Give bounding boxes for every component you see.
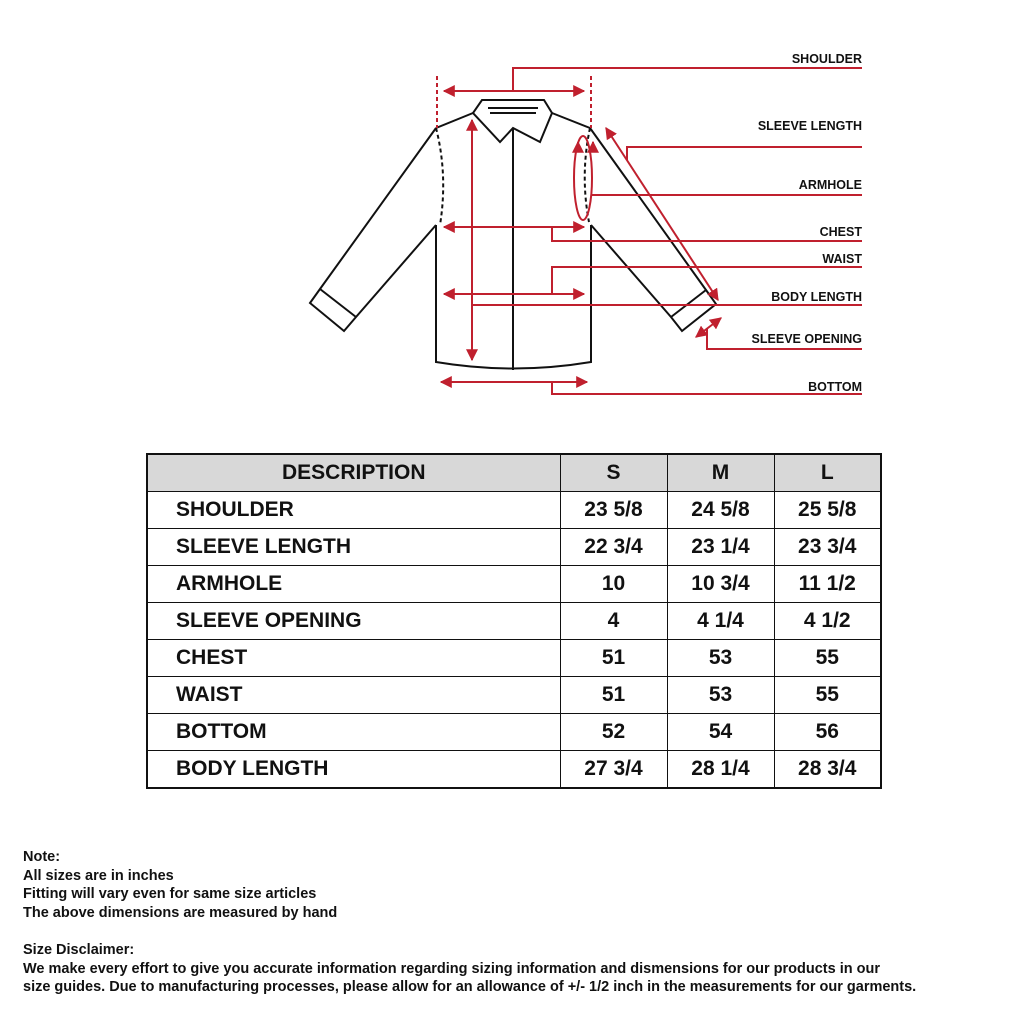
left-armhole-seam (436, 128, 443, 225)
value-s: 22 3/4 (560, 529, 667, 566)
sleeve-opening-arrow (696, 318, 721, 337)
value-m: 28 1/4 (667, 751, 774, 789)
table-row (147, 566, 881, 603)
disclaimer-line: We make every effort to give you accurate information regarding sizing information and dismensions for our products in our (23, 960, 880, 977)
value-m: 54 (667, 714, 774, 751)
value-l: 55 (774, 640, 881, 677)
note-line: The above dimensions are measured by hand (23, 905, 338, 922)
label-bottom: BOTTOM (808, 380, 862, 394)
shirt-left-shoulder (436, 113, 473, 128)
table-header-row (147, 454, 881, 492)
shirt-measurement-diagram (0, 0, 1024, 420)
notes-title: Note: (23, 849, 61, 865)
right-sleeve (590, 128, 716, 331)
left-cuff-line (320, 289, 356, 317)
value-l: 55 (774, 677, 881, 714)
shoulder-leader (513, 68, 862, 91)
value-m: 53 (667, 640, 774, 677)
table-row (147, 751, 881, 789)
row-description: BODY LENGTH (147, 751, 560, 789)
value-m: 53 (667, 677, 774, 714)
note-line: Fitting will vary even for same size articles (23, 886, 317, 903)
value-m: 24 5/8 (667, 492, 774, 529)
disclaimer-section (23, 941, 916, 997)
value-s: 4 (560, 603, 667, 640)
shirt-right-shoulder (552, 113, 590, 128)
value-s: 51 (560, 640, 667, 677)
disclaimer-line: size guides. Due to manufacturing processes, please allow for an allowance of +/- 1/2 inch in the measurements for our garments. (23, 979, 917, 996)
shirt-outline (310, 100, 716, 370)
row-description: BOTTOM (147, 714, 560, 751)
value-l: 56 (774, 714, 881, 751)
label-armhole: ARMHOLE (798, 178, 862, 192)
label-sleeve-length: SLEEVE LENGTH (757, 119, 862, 133)
left-sleeve (310, 128, 436, 331)
row-description: CHEST (147, 640, 560, 677)
header-size-s: S (560, 454, 667, 492)
value-l: 23 3/4 (774, 529, 881, 566)
sleeve-length-arrow (606, 128, 718, 300)
label-shoulder: SHOULDER (791, 52, 862, 66)
header-size-l: L (774, 454, 881, 492)
table-row (147, 529, 881, 566)
table-row (147, 714, 881, 751)
label-sleeve-opening: SLEEVE OPENING (751, 332, 862, 346)
value-l: 4 1/2 (774, 603, 881, 640)
shirt-illustration (0, 0, 1024, 420)
row-description: ARMHOLE (147, 566, 560, 603)
value-l: 11 1/2 (774, 566, 881, 603)
notes-section (23, 848, 337, 923)
row-description: SLEEVE LENGTH (147, 529, 560, 566)
disclaimer-title: Size Disclaimer: (23, 942, 135, 958)
table-row (147, 677, 881, 714)
label-chest: CHEST (819, 225, 862, 239)
value-s: 27 3/4 (560, 751, 667, 789)
value-s: 10 (560, 566, 667, 603)
header-size-m: M (667, 454, 774, 492)
value-l: 28 3/4 (774, 751, 881, 789)
table-row (147, 603, 881, 640)
label-body-length: BODY LENGTH (771, 290, 862, 304)
value-l: 25 5/8 (774, 492, 881, 529)
value-s: 52 (560, 714, 667, 751)
value-m: 10 3/4 (667, 566, 774, 603)
value-m: 23 1/4 (667, 529, 774, 566)
armhole-loop (574, 136, 592, 220)
collar-band (488, 108, 538, 113)
row-description: WAIST (147, 677, 560, 714)
size-chart-table (146, 453, 882, 789)
value-s: 51 (560, 677, 667, 714)
value-s: 23 5/8 (560, 492, 667, 529)
right-cuff-line (671, 290, 706, 317)
table-row (147, 492, 881, 529)
note-line: All sizes are in inches (23, 867, 174, 884)
header-description: DESCRIPTION (147, 454, 560, 492)
row-description: SLEEVE OPENING (147, 603, 560, 640)
sleeve-length-leader (627, 147, 862, 160)
table-row (147, 640, 881, 677)
label-waist: WAIST (822, 252, 862, 266)
value-m: 4 1/4 (667, 603, 774, 640)
row-description: SHOULDER (147, 492, 560, 529)
